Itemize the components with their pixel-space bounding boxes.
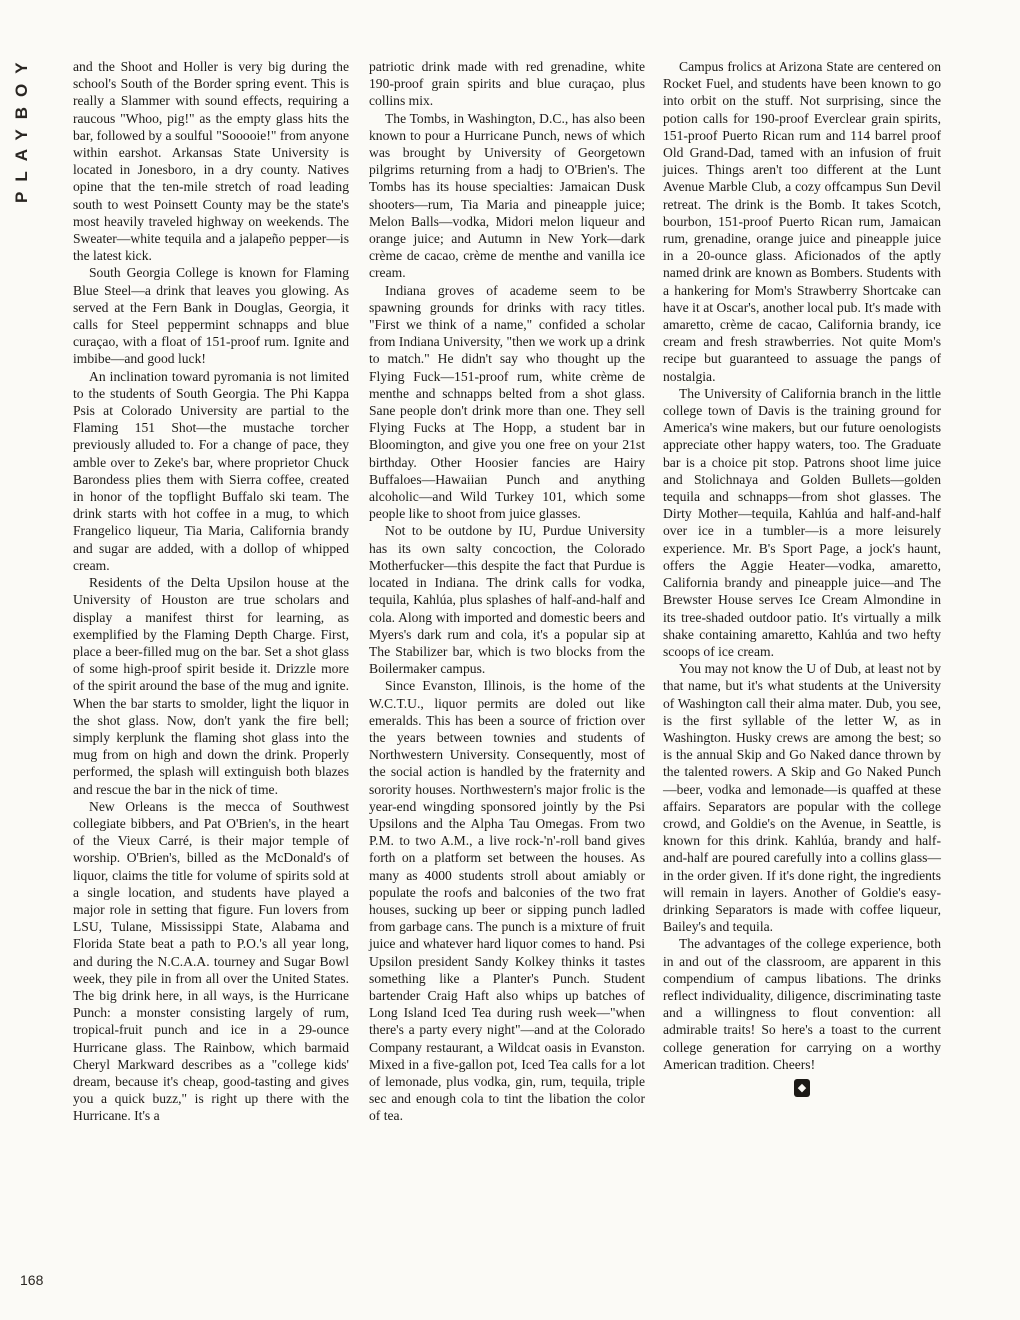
paragraph: New Orleans is the mecca of Southwest collegiate bibbers, and Pat O'Brien's, in the heart of the Vieux Carré, is their major temple of worship. O'Brien's, billed as the McDonald's of liquor, claims the title for volume of spirits sold at a single location, and students have played a major role in setting that figure. Fun lovers from LSU, Tulane, Mississippi State, Alabama and Florida State beat a path to P.O.'s all year long, and during the N.C.A.A. tourney and Sugar Bowl week, they pile in from all over the United States. The big drink here, in all ways, is the Hurricane Punch: a monster consisting largely of rum, tropical-fruit punch and ice in a 29-ounce Hurricane glass. The Rainbow, which barmaid Cheryl Markward describes as a "college kids' dream, because it's cheap, good-tasting and gives you a quick buzz," is right up there with the Hurricane. It's a [73,798,349,1124]
column-2 [369,58,645,1125]
rabbit-head-icon: ◆ [794,1079,810,1097]
magazine-masthead: PLAYBOY [12,52,31,203]
paragraph: patriotic drink made with red grenadine, white 190-proof grain spirits and blue curaçao, plus collins mix. [369,59,645,109]
column-1 [73,58,349,1125]
paragraph: The advantages of the college experience, both in and out of the classroom, are apparent in this compendium of campus libations. The drinks reflect individuality, diligence, discriminating taste and a willingness to flout convention: all admirable traits! So here's a toast to the current college generation for carrying on a worthy American tradition. Cheers! [663,936,941,1072]
paragraph: and the Shoot and Holler is very big during the school's South of the Border spring event. This is really a Slammer with sound effects, requiring a raucous "Whoo, pig!" as the empty glass hits the bar, followed by a soulful "Sooooie!" from anyone within earshot. Arkansas State University is located in Jonesboro, in a dry county. Natives opine that the ten-mile stretch of road leading south to west Poinsett County may be the state's most heavily traveled highway on weekends. The Sweater—white tequila and a jalapeño pepper—is the latest kick. [73,59,349,264]
paragraph: The Tombs, in Washington, D.C., has also been known to pour a Hurricane Punch, news of which was brought by University of Georgetown pilgrims returning from a hadj to O'Brien's. The Tombs has its house specialties: Jamaican Dusk shooters—rum, Tia Maria and pineapple juice; Melon Balls—vodka, Midori melon liqueur and orange juice; and Autumn in New York—dark crème de cacao, crème de menthe and vanilla ice cream. [369,110,645,281]
paragraph: Residents of the Delta Upsilon house at the University of Houston are true scholars and display a manifest thirst for learning, as exemplified by the Flaming Depth Charge. First, place a beer-filled mug on the bar. Set a shot glass of some high-proof spirit beside it. Drizzle more of the spirit around the base of the mug and ignite. When the bar starts to smolder, light the liquor in the shot glass. Now, don't yank the fire bell; simply kerplunk the flaming shot glass into the mug from on high and down the drink. Properly performed, the splash will extinguish both blazes and rescue the bar in the nick of time. [73,575,349,797]
paragraph: Since Evanston, Illinois, is the home of the W.C.T.U., liquor permits are doled out like emeralds. This has been a source of friction over the years between townies and students of Northwestern University. Consequently, most of the social action is handled by the fraternity and sorority houses. Northwestern's major frolic is the year-end wingding sponsored jointly by the Psi Upsilons and the Alpha Tau Omegas. From two P.M. to two A.M., a live rock-'n'-roll band gives forth on a platform set between the houses. As many as 4000 students stroll about amiably or populate the roofs and balconies of the two frat houses, sucking up beer or sipping punch ladled from garbage cans. The punch is a mixture of fruit juice and whatever hard liquor comes to hand. Psi Upsilon president Sandy Kolkey thinks it tastes something like a Planter's Punch. Student bartender Craig Haft also whips up batches of Long Island Iced Tea during rush week—"when there's a party every night"—and at the Colorado Company restaurant, a Wildcat oasis in Evanston. Mixed in a five-gallon pot, Iced Tea calls for a lot of lemonade, plus vodka, gin, rum, tequila, triple sec and enough cola to tint the libation the color of tea. [369,678,645,1124]
paragraph: The University of California branch in the little college town of Davis is the training ground for America's wine makers, but our future oenologists appreciate other happy waters, too. The Graduate bar is a choice pit stop. Patrons shoot lime juice and Stolichnaya and Golden Bullets—golden tequila and schnapps—from shot glasses. The Dirty Mother—tequila, Kahlúa and half-and-half over ice in a tumbler—is a more leisurely experience. Mr. B's Sport Page, a jock's haunt, offers the Aggie Heater—vodka, amaretto, California brandy and pineapple juice—and The Brewster House serves Ice Cream Almondine in its tree-shaded outdoor patio. It's virtually a milk shake containing amaretto, Kahlúa and two hefty scoops of ice cream. [663,385,941,659]
column-3 [663,58,941,1097]
paragraph: Indiana groves of academe seem to be spawning grounds for drinks with racy titles. "First we think of a name," confided a scholar from Indiana University, "then we work up a drink to match." He didn't say who thought up the Flying Fuck—151-proof rum, white crème de menthe and schnapps belted from a shot glass. Sane people don't drink more than one. They sell Flying Fucks at The Hopp, a student bar in Bloomington, and give you one free on your 21st birthday. Other Hoosier fancies are Hairy Buffaloes—Hawaiian Punch and anything alcoholic—and Wild Turkey 101, which some people like to shoot from juice glasses. [369,282,645,522]
paragraph: South Georgia College is known for Flaming Blue Steel—a drink that leaves you glowing. As served at the Fern Bank in Douglas, Georgia, it calls for Steel peppermint schnapps and blue curaçao, with a float of 151-proof rum. Ignite and imbibe—and good luck! [73,265,349,367]
paragraph: Not to be outdone by IU, Purdue University has its own salty concoction, the Colorado Motherfucker—this despite the fact that Purdue is located in Indiana. The drink calls for vodka, tequila, Kahlúa, plus splashes of half-and-half and cola. Along with imported and domestic beers and Myers's dark rum and cola, it's a popular sip at The Stabilizer bar, which is two blocks from the Boilermaker campus. [369,523,645,677]
paragraph: You may not know the U of Dub, at least not by that name, but it's what students at the University of Washington call their alma mater. Dub, you see, is the first syllable of the letter W, as in Washington. Husky crews are among the best; so is the annual Skip and Go Naked dance thrown by the talented rowers. A Skip and Go Naked Punch—beer, vodka and lemonade—is quaffed at these affairs. Separators are popular with the college crowd, and Goldie's on the Avenue, in Seattle, is known for this drink. Kahlúa, brandy and half-and-half are poured carefully into a collins glass—in the order given. If it's done right, the ingredients will remain in layers. Another of Goldie's easy-drinking Separators is made with coffee liqueur, Bailey's and tequila. [663,661,941,935]
page-number: 168 [20,1272,44,1288]
paragraph: Campus frolics at Arizona State are centered on Rocket Fuel, and students have been known to go into orbit on the stuff. Not surprising, since the potion calls for 190-proof Everclear grain spirits, 151-proof Puerto Rican rum and 114 barrel proof Old Grand-Dad, tamed with an infusion of fruit juices. Things aren't too different at the Lunt Avenue Marble Club, a cozy offcampus Sun Devil retreat. The drink is the Bomb. It takes Scotch, bourbon, 151-proof Puerto Rican rum, Jamaican rum, grenadine, orange juice and pineapple juice in a 20-ounce glass. Aficionados of the aptly named drink are known as Bombers. Students with a hankering for Mom's Strawberry Shortcake can have it at Oscar's, another local pub. It's made with amaretto, crème de cacao, California brandy, ice cream and fresh strawberries. Not quite Mom's recipe but guaranteed to assuage the pangs of nostalgia. [663,59,941,384]
paragraph: An inclination toward pyromania is not limited to the students of South Georgia. The Phi Kappa Psis at Colorado University are partial to the Flaming 151 Shot—the mustache torcher previously alluded to. For a change of pace, they amble over to Zeke's bar, where proprietor Chuck Barondess plies them with Sierra coffee, created in honor of the topflight Buffalo ski team. The drink starts with hot coffee in a mug, to which Frangelico liqueur, Tia Maria, California brandy and sugar are added, with a dollop of whipped cream. [73,368,349,573]
